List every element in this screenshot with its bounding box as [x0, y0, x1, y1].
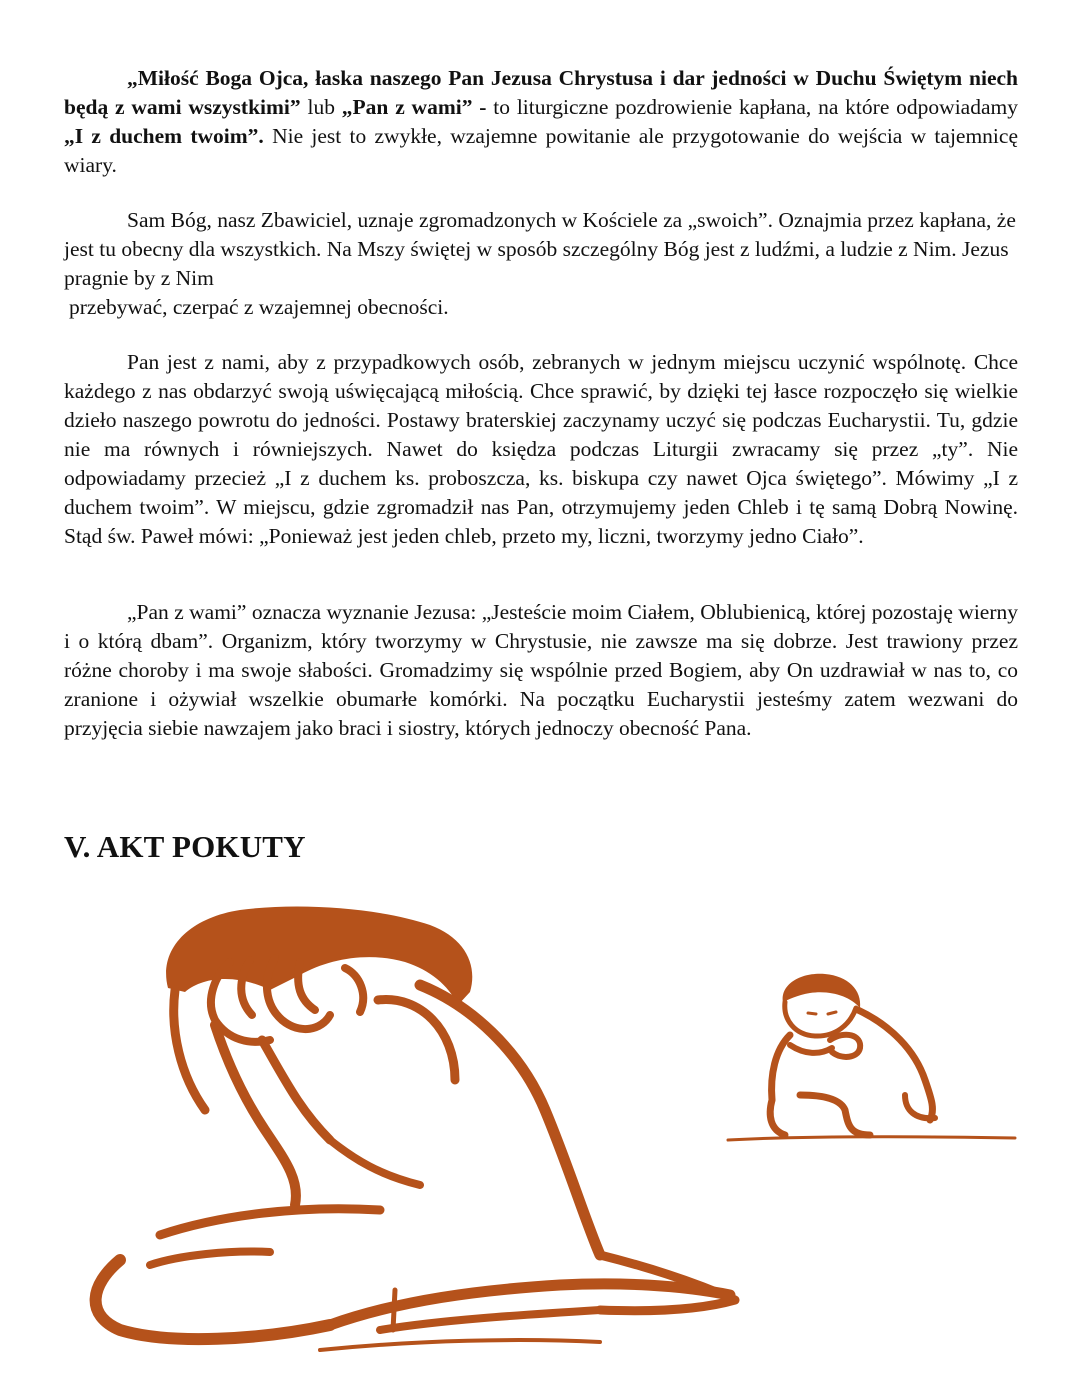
child-thigh	[800, 1095, 870, 1135]
child-back	[858, 1010, 932, 1120]
back	[420, 985, 600, 1255]
child-face	[785, 1002, 856, 1036]
shoulder	[378, 1000, 455, 1080]
head-outline	[174, 990, 205, 1110]
paragraph-community	[64, 348, 1018, 551]
greeting-quote-bold: „Miłość Boga Ojca, łaska naszego Pan Jezusa Chrystusa i dar jedności w Duchu Świętym niech będą z wami wszystkimi”	[64, 66, 1018, 119]
ground-line-small	[728, 1137, 1015, 1140]
body-of-christ-text: „Pan z wami” oznacza wyznanie Jezusa: „Jesteście moim Ciałem, Oblubienicą, której pozostaję wierny i o którą dbam”. Organizm, który tworzymy w Chrystusie, nie zawsze ma się dobrze. Jest trawiony przez różne choroby i ma swoje słabości. Gromadzimy się wspólnie przed Bogiem, aby On uzdrawiał w nas to, co zranione i ożywiał wszelkie obumarłe komórki. Na początku Eucharystii jesteśmy zatem wezwani do przyjęcia siebie nawzajem jako braci i siostry, których jednoczy obecność Pana.	[64, 600, 1018, 740]
child-leg-front	[770, 1100, 785, 1135]
torso-line	[330, 1140, 420, 1185]
ground-line-large	[320, 1340, 600, 1350]
text-preparation: Nie jest to zwykłe, wzajemne powitanie ale przygotowanie do wejścia w tajemnicę wiary.	[64, 124, 1018, 177]
child-hand	[830, 1035, 860, 1057]
response-bold: „I z duchem twoim”.	[64, 124, 264, 148]
kneeling-child-figure	[728, 974, 1015, 1140]
paragraph-god-presence	[64, 206, 1018, 322]
pan-z-wami-bold: „Pan z wami” -	[341, 95, 487, 119]
paragraph-body-of-christ	[64, 598, 1018, 743]
thigh	[96, 1260, 330, 1339]
section-heading: V. AKT POKUTY	[64, 829, 306, 864]
paragraph-greeting	[64, 64, 1018, 180]
text-or: lub	[300, 95, 342, 119]
child-arm	[790, 1045, 832, 1053]
child-eyes	[808, 1012, 836, 1014]
shin	[330, 1284, 730, 1325]
kneeling-weeping-figure	[96, 906, 735, 1350]
calf-under	[380, 1310, 600, 1330]
god-presence-text: Sam Bóg, nasz Zbawiciel, uznaje zgromadzonych w Kościele za „swoich”. Oznajmia przez kapłana, że jest tu obecny dla wszystkich. Na Mszy świętej w sposób szczególny Bóg jest z ludźmi, a ludzie z Nim. Jezus pragnie by z Nim	[64, 208, 1016, 290]
penance-illustration	[0, 890, 1081, 1400]
knee-inner	[150, 1252, 270, 1265]
text-liturgical-greeting: to liturgiczne pozdrowienie kapłana, na które odpowiadamy	[486, 95, 1018, 119]
forearm-inner	[262, 1040, 330, 1140]
child-hair	[783, 974, 860, 1008]
heel-mark	[393, 1290, 395, 1330]
lap-line	[160, 1209, 380, 1235]
god-presence-continuation: przebywać, czerpać z wzajemnej obecności.	[69, 295, 449, 319]
forearm	[215, 1025, 296, 1205]
community-text: Pan jest z nami, aby z przypadkowych osób, zebranych w jednym miejscu uczynić wspólnotę. Chce każdego z nas obdarzyć swoją uświęcającą miłością. Chce sprawić, by dzięki tej łasce rozpoczęło się wielkie dzieło naszego powrotu do jedności. Postawy braterskiej zaczynamy uczyć się podczas Eucharystii. Tu, gdzie nie ma równych i równiejszych. Nawet do księdza podczas Liturgii zwracamy się przez „ty”. Nie odpowiadamy przecież „I z duchem ks. proboszcza, ks. biskupa czy nawet Ojca świętego”. Mówimy „I z duchem twoim”. W miejscu, gdzie zgromadził nas Pan, otrzymujemy jeden Chleb i tę samą Dobrą Nowinę. Stąd św. Paweł mówi: „Ponieważ jest jeden chleb, przeto my, liczni, tworzymy jedno Ciało”.	[64, 350, 1018, 548]
